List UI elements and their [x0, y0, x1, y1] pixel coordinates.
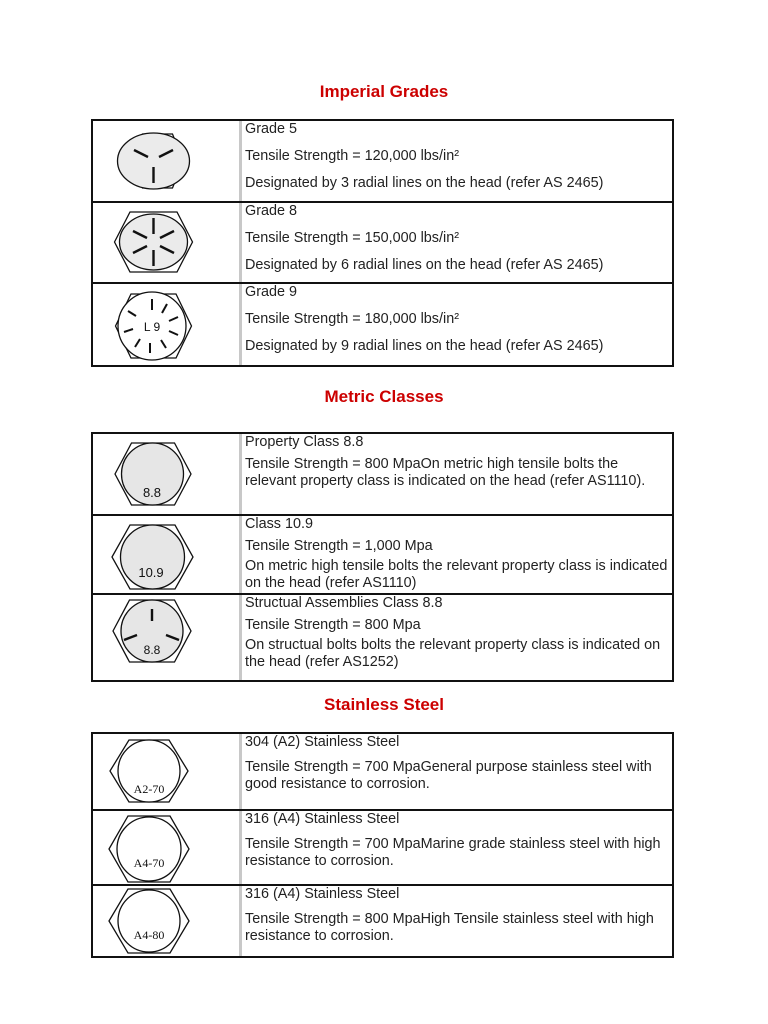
- designation-text: Designated by 9 radial lines on the head (refer AS 2465): [245, 338, 604, 354]
- row-text: [242, 734, 672, 809]
- row-text: [242, 121, 672, 201]
- bolt-head-grade8-icon: [93, 203, 242, 282]
- designation-text: On metric high tensile bolts the relevant property class is indicated on the head (refer AS1110): [245, 558, 668, 591]
- designation-text: Designated by 3 radial lines on the head (refer AS 2465): [245, 175, 604, 191]
- table-row: [93, 595, 672, 680]
- head-mark-text: 10.9: [138, 565, 164, 580]
- bolt-head-grade9-icon: [93, 284, 242, 365]
- grade-label: Structual Assemblies Class 8.8: [245, 595, 443, 611]
- table-row: [93, 121, 672, 203]
- bolt-head-grade5-icon: [93, 121, 242, 201]
- head-mark-text: L 9: [143, 320, 161, 334]
- designation-text: Designated by 6 radial lines on the head (refer AS 2465): [245, 257, 604, 273]
- metric-table: [91, 432, 674, 682]
- tensile-strength: Tensile Strength = 1,000 Mpa: [245, 538, 433, 554]
- grade-label: Grade 5: [245, 121, 297, 137]
- bolt-head-a4-70-icon: [93, 811, 242, 884]
- head-mark-text: 8.8: [142, 485, 162, 500]
- tensile-strength: Tensile Strength = 700 MpaMarine grade stainless steel with high resistance to corrosion.: [245, 836, 661, 869]
- grade-label: Grade 8: [245, 203, 297, 219]
- head-mark-text: 8.8: [143, 643, 161, 657]
- table-row: [93, 886, 672, 956]
- bolt-head-class-10-9-icon: [93, 516, 242, 593]
- row-text: [242, 284, 672, 365]
- row-text: [242, 516, 672, 593]
- table-row: [93, 284, 672, 365]
- table-row: [93, 203, 672, 284]
- tensile-strength: Tensile Strength = 700 MpaGeneral purpose stainless steel with good resistance to corrosion.: [245, 759, 652, 792]
- tensile-strength: Tensile Strength = 120,000 lbs/in²: [245, 148, 459, 164]
- grade-label: 316 (A4) Stainless Steel: [245, 886, 400, 902]
- table-row: [93, 516, 672, 595]
- row-text: [242, 595, 672, 680]
- stainless-heading: Stainless Steel: [323, 695, 444, 714]
- tensile-strength: Tensile Strength = 800 MpaOn metric high tensile bolts the relevant property class is indicated on the head (refer AS1110).: [245, 456, 646, 489]
- head-mark-text: A4-70: [133, 856, 165, 870]
- bolt-head-structural-icon: [93, 595, 242, 680]
- grade-label: Class 10.9: [245, 516, 313, 532]
- grade-label: Property Class 8.8: [245, 434, 364, 450]
- table-row: [93, 811, 672, 886]
- grade-label: 316 (A4) Stainless Steel: [245, 811, 400, 827]
- tensile-strength: Tensile Strength = 180,000 lbs/in²: [245, 311, 459, 327]
- table-row: [93, 434, 672, 516]
- imperial-table: [91, 119, 674, 367]
- row-text: [242, 811, 672, 884]
- head-mark-text: A4-80: [133, 928, 165, 942]
- designation-text: On structual bolts bolts the relevant property class is indicated on the head (refer AS1252): [245, 637, 661, 670]
- bolt-head-a2-70-icon: [93, 734, 242, 809]
- imperial-heading: Imperial Grades: [319, 82, 449, 101]
- metric-heading: Metric Classes: [324, 387, 444, 406]
- grade-label: Grade 9: [245, 284, 297, 300]
- bolt-head-property-class-icon: [93, 434, 242, 514]
- tensile-strength: Tensile Strength = 800 MpaHigh Tensile stainless steel with high resistance to corrosion.: [245, 911, 654, 944]
- row-text: [242, 434, 672, 514]
- row-text: [242, 886, 672, 956]
- row-text: [242, 203, 672, 282]
- stainless-table: [91, 732, 674, 958]
- table-row: [93, 734, 672, 811]
- head-mark-text: A2-70: [133, 782, 165, 796]
- bolt-head-a4-80-icon: [93, 886, 242, 956]
- tensile-strength: Tensile Strength = 800 Mpa: [245, 617, 421, 633]
- grade-label: 304 (A2) Stainless Steel: [245, 734, 400, 750]
- tensile-strength: Tensile Strength = 150,000 lbs/in²: [245, 230, 459, 246]
